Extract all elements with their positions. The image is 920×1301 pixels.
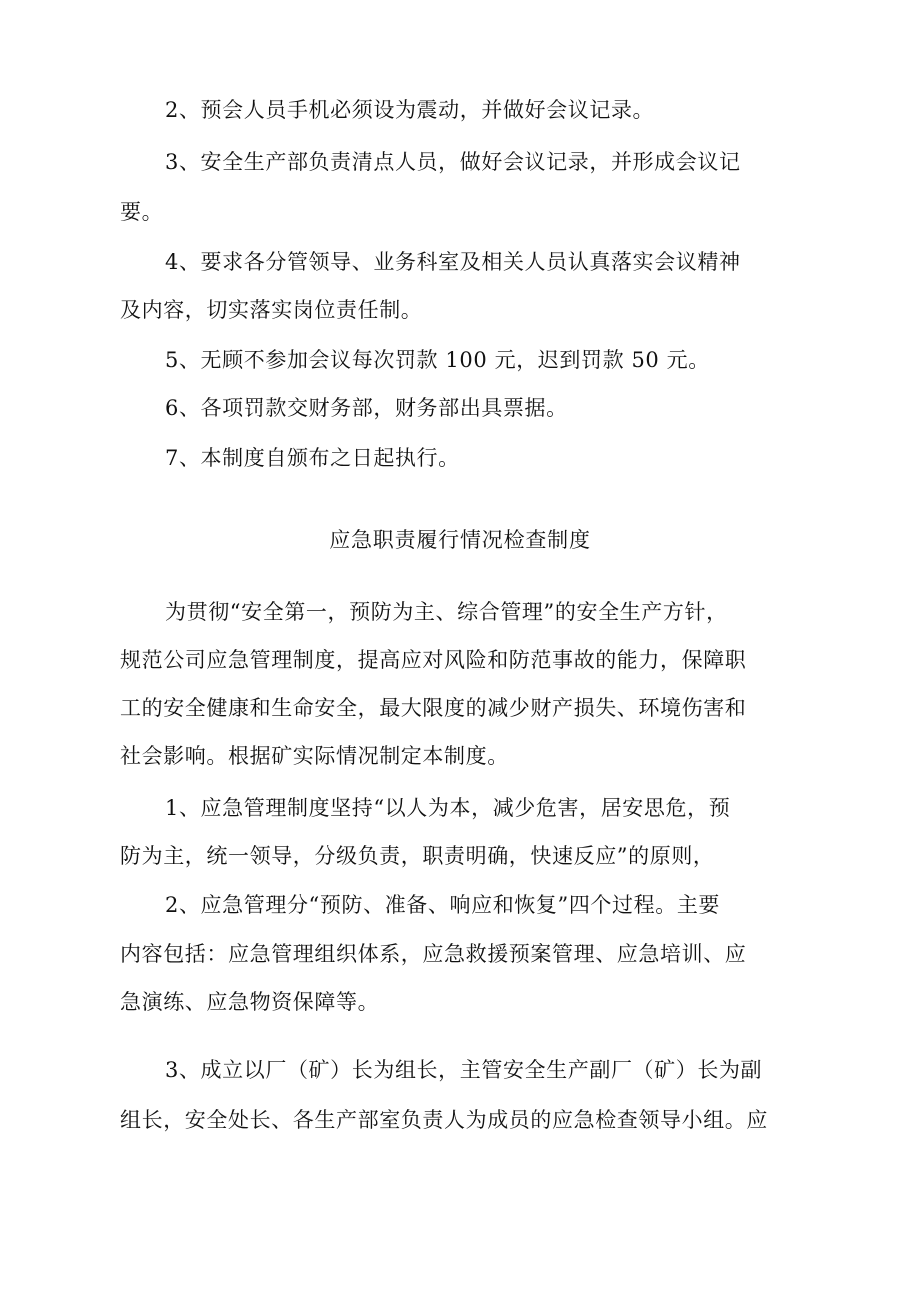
item-3-line-1: 3、安全生产部负责清点人员，做好会议记录，并形成会议记	[165, 150, 741, 174]
intro-line-2: 规范公司应急管理制度，提高应对风险和防范事故的能力，保障职	[120, 648, 747, 672]
rule-1-line-1: 1、应急管理制度坚持“以人为本，减少危害，居安思危，预	[165, 796, 731, 820]
intro-line-1: 为贯彻“安全第一，预防为主、综合管理”的安全生产方针，	[165, 600, 728, 624]
item-2-line-1: 2、预会人员手机必须设为震动，并做好会议记录。	[165, 98, 655, 122]
rule-3-line-1: 3、成立以厂（矿）长为组长，主管安全生产副厂（矿）长为副	[165, 1058, 763, 1082]
item-6-line-1: 6、各项罚款交财务部，财务部出具票据。	[165, 396, 568, 420]
rule-2-line-2: 内容包括：应急管理组织体系，应急救援预案管理、应急培训、应	[120, 942, 747, 966]
item-4-line-2: 及内容，切实落实岗位责任制。	[120, 298, 423, 322]
intro-line-3: 工的安全健康和生命安全，最大限度的减少财产损失、环境伤害和	[120, 696, 747, 720]
rule-1-line-2: 防为主，统一领导，分级负责，职责明确，快速反应”的原则，	[120, 844, 715, 868]
section-title: 应急职责履行情况检查制度	[329, 528, 591, 552]
rule-2-line-1: 2、应急管理分“预防、准备、响应和恢复”四个过程。主要	[165, 893, 721, 917]
intro-line-4: 社会影响。根据矿实际情况制定本制度。	[120, 744, 509, 768]
rule-3-line-2: 组长，安全处长、各生产部室负责人为成员的应急检查领导小组。应	[120, 1108, 768, 1132]
rule-2-line-3: 急演练、应急物资保障等。	[120, 990, 380, 1014]
item-5-line-1: 5、无顾不参加会议每次罚款 100 元，迟到罚款 50 元。	[165, 348, 710, 372]
item-7-line-1: 7、本制度自颁布之日起执行。	[165, 446, 460, 470]
item-3-line-2: 要。	[120, 200, 164, 224]
item-4-line-1: 4、要求各分管领导、业务科室及相关人员认真落实会议精神	[165, 250, 741, 274]
